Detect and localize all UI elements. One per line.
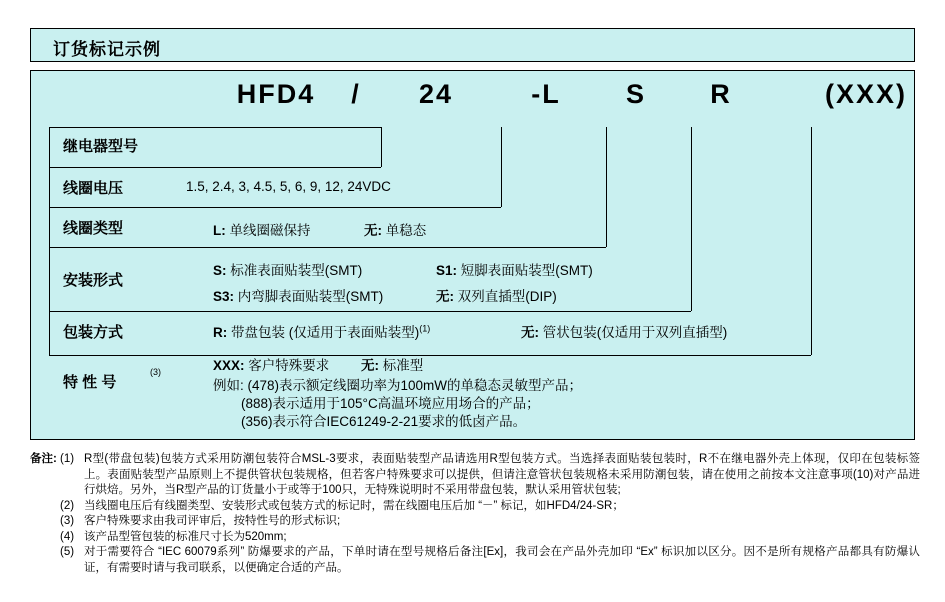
note-text: 客户特殊要求由我司评审后，按特性号的形式标识; — [84, 515, 341, 527]
note-number: (4) — [60, 530, 75, 543]
mounting-line2-alt — [436, 285, 557, 305]
packing-code-r: R: — [213, 325, 228, 340]
feature-example-1: 例如: (478)表示额定线圈功率为100mW的单稳态灵敏型产品； — [213, 378, 583, 393]
coil-voltage-values: 1.5, 2.4, 3, 4.5, 5, 6, 9, 12, 24VDC — [186, 179, 391, 194]
bracket-row2-right — [501, 127, 502, 207]
packing-desc-r: 带盘包装 (仅适用于表面贴装型) — [231, 325, 420, 340]
note-text: 该产品型管包装的标准尺寸长为520mm; — [84, 530, 287, 543]
bracket-row1-left — [49, 127, 50, 167]
mounting-line2 — [213, 285, 383, 305]
note-text: 对于需要符合 “IEC 60079系列” 防爆要求的产品，下单时请在型号规格后备注[Ex]，我司会在产品外壳加印 “Ex” 标识加以区分。因不是所有规格产品都具有防爆认证，有需要时请与我司联系，以便确定合适的产品。 — [84, 546, 920, 574]
bracket-row3-bottom — [49, 247, 606, 248]
bracket-row4-right — [691, 127, 692, 311]
pn-segment-slash: / — [351, 79, 361, 109]
packing-note-ref: (1) — [419, 323, 431, 334]
bracket-row3-left — [49, 207, 50, 247]
row-label-feature-code-sup: (3) — [150, 367, 161, 377]
note-number: (2) — [60, 499, 75, 512]
feature-desc-xxx: 客户特殊要求 — [248, 358, 330, 373]
note-text: 当线圈电压后有线圈类型、安装形式或包装方式的标记时，需在线圈电压后加 “－” 标记，如HFD4/24-SR； — [84, 499, 624, 512]
note-item — [30, 514, 920, 530]
bracket-row1-bottom — [49, 167, 381, 168]
note-item — [30, 452, 920, 499]
coil-type-line1-alt — [364, 219, 426, 239]
bracket-row2-left — [49, 167, 50, 207]
feature-line1-alt — [361, 354, 423, 374]
part-number-row — [31, 79, 916, 125]
bracket-row4-left — [49, 247, 50, 311]
pn-segment-mounting: S — [625, 79, 646, 109]
note-number: (1) — [60, 453, 75, 465]
mounting-desc-s: 标准表面贴装型(SMT) — [230, 263, 363, 278]
bracket-row1-top — [204, 127, 381, 128]
note-item — [30, 545, 920, 576]
row-label-feature-code: 特 性 号 — [63, 374, 117, 391]
row-label-coil-type: 线圈类型 — [63, 220, 124, 237]
coil-type-code-none: 无: — [364, 223, 382, 238]
feature-example-2: (888)表示适用于105°C高温环境应用场合的产品； — [241, 396, 540, 411]
pn-segment-voltage: 24 — [418, 79, 454, 109]
mounting-line1 — [213, 259, 362, 279]
mounting-desc-none: 双列直插型(DIP) — [457, 289, 557, 304]
packing-desc-none: 管状包装(仅适用于双列直插型) — [542, 325, 728, 340]
coil-type-code-l: L: — [213, 223, 226, 238]
ordering-code-box — [30, 70, 915, 440]
row-label-mounting-form: 安装形式 — [63, 272, 124, 289]
bracket-row4-bottom — [49, 311, 691, 312]
bracket-row1-right — [381, 127, 382, 167]
mounting-code-none: 无: — [436, 289, 454, 304]
bracket-row5-left — [49, 311, 50, 355]
note-item — [30, 530, 920, 546]
mounting-line1-alt — [436, 259, 593, 279]
bracket-row3-right — [606, 127, 607, 247]
feature-line1 — [213, 354, 329, 374]
feature-code-xxx: XXX: — [213, 358, 245, 373]
feature-example-3: (356)表示符合IEC61249-2-21要求的低卤产品。 — [241, 414, 527, 429]
coil-type-desc-l: 单线圈磁保持 — [229, 223, 311, 238]
coil-type-desc-none: 单稳态 — [385, 223, 427, 238]
row-label-packing-method: 包装方式 — [63, 324, 124, 341]
note-item — [30, 499, 920, 515]
row-label-coil-voltage: 线圈电压 — [63, 180, 124, 197]
feature-desc-none: 标准型 — [382, 358, 424, 373]
pn-segment-feature: (XXX) — [824, 79, 907, 109]
packing-line1-alt — [521, 321, 727, 341]
bracket-row5-bottom — [49, 355, 811, 356]
leader-line-top-left — [49, 127, 204, 128]
bracket-row5-right — [811, 127, 812, 355]
notes-section — [30, 452, 920, 576]
pn-segment-type: HFD4 — [236, 79, 316, 109]
mounting-code-s: S: — [213, 263, 227, 278]
feature-code-none: 无: — [361, 358, 379, 373]
coil-type-line1 — [213, 219, 311, 239]
pn-segment-packing: R — [710, 79, 732, 109]
packing-code-none: 无: — [521, 325, 539, 340]
notes-heading: 备注: — [30, 453, 57, 465]
section-title-bar — [30, 28, 915, 62]
row-label-relay-type: 继电器型号 — [63, 138, 139, 155]
note-text: R型(带盘包装)包装方式采用防潮包装符合MSL-3要求，表面贴装型产品请选用R型包装方式。当选择表面贴装包装时，R不在继电器外壳上体现，仅印在包装标签上。表面贴装型产品原则上不提供管状包装规格，但若客户特殊要求可以提供，但请注意管状包装规格未采用防潮包装，请在使用之前按本文注意事项(10)对产品进行烘焙。另外，当R型产品的订货量小于或等于100只，无特殊说明时不采用带盘包装，默认采用管状包装; — [84, 453, 920, 496]
page-title: 订货标记示例 — [53, 40, 161, 59]
mounting-desc-s3: 内弯脚表面贴装型(SMT) — [237, 289, 384, 304]
note-number: (5) — [60, 546, 75, 558]
note-number: (3) — [60, 515, 75, 527]
pn-segment-coil-type: -L — [531, 79, 561, 109]
mounting-code-s3: S3: — [213, 289, 235, 304]
mounting-code-s1: S1: — [436, 263, 458, 278]
mounting-desc-s1: 短脚表面贴装型(SMT) — [460, 263, 593, 278]
bracket-row2-bottom — [49, 207, 501, 208]
packing-line1 — [213, 321, 430, 341]
